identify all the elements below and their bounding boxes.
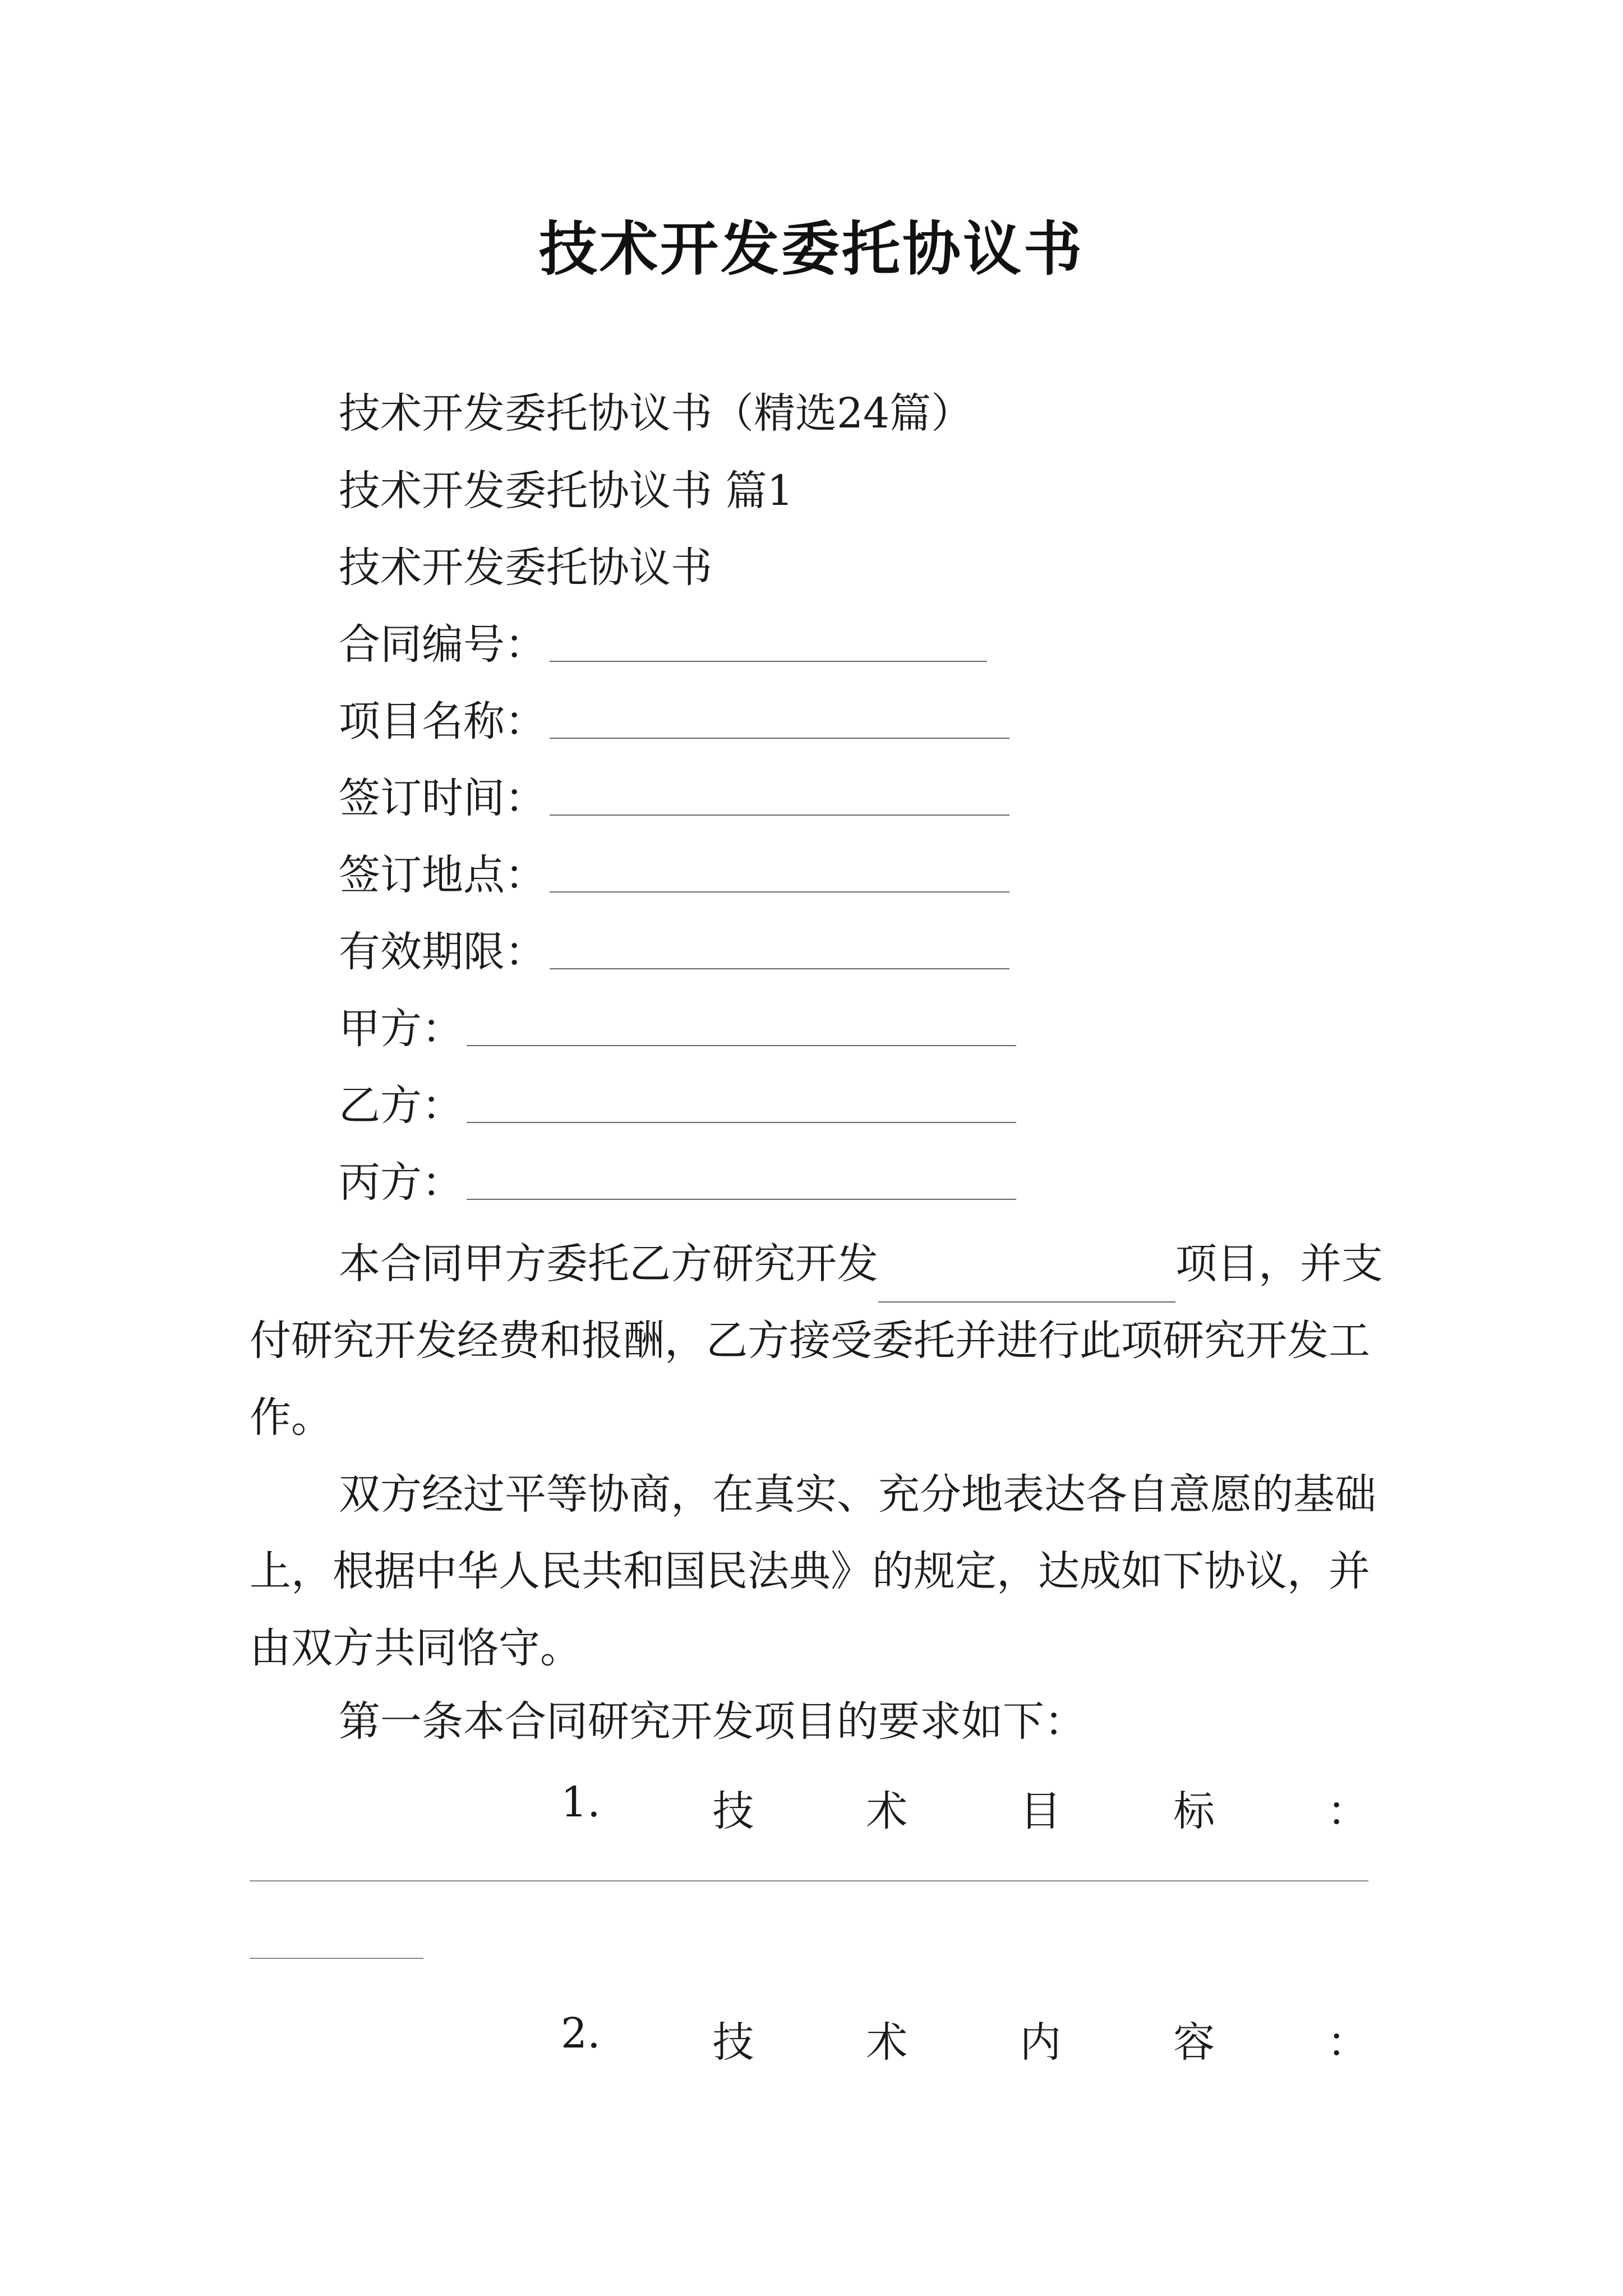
contract-heading: 技术开发委托协议书 xyxy=(339,544,712,592)
item-char: 术 xyxy=(866,1787,908,1835)
blank-line xyxy=(467,1198,1016,1200)
item-char: 技 xyxy=(712,1787,754,1835)
field-label: 签订地点： xyxy=(339,851,546,899)
blank-line xyxy=(550,890,1009,892)
item-colon: ： xyxy=(1326,1787,1368,1835)
item-char: 目 xyxy=(1020,1787,1062,1835)
item-char: 标 xyxy=(1173,1787,1215,1835)
item-char: 术 xyxy=(866,2018,908,2067)
field-valid-period xyxy=(339,928,1009,976)
field-contract-no xyxy=(339,620,987,669)
field-sign-time xyxy=(339,774,1009,822)
section-heading: 技术开发委托协议书 篇1 xyxy=(339,467,794,515)
blank-line xyxy=(467,1044,1016,1046)
blank-line xyxy=(550,660,987,662)
blank-line xyxy=(550,813,1009,816)
blank-line xyxy=(467,1121,1016,1123)
field-sign-place xyxy=(339,851,1009,899)
document-title: 技术开发委托协议书 xyxy=(538,215,1084,283)
field-party-a xyxy=(339,1005,1016,1053)
blank-line xyxy=(550,967,1009,969)
item-1-tech-goal xyxy=(561,1778,1368,1838)
subtitle: 技术开发委托协议书（精选24篇） xyxy=(339,389,973,438)
item-char: 内 xyxy=(1020,2018,1062,2067)
field-label: 乙方： xyxy=(339,1082,463,1130)
field-label: 合同编号： xyxy=(339,620,546,669)
paragraph-text: 项目，并支付研究开发经费和报酬，乙方接受委托并进行此项研究开发工作。 xyxy=(250,1240,1383,1442)
paragraph-entrust xyxy=(250,1226,1394,1456)
field-party-c xyxy=(339,1158,1016,1207)
item-char: 技 xyxy=(712,2018,754,2067)
blank-line xyxy=(250,1880,1368,1881)
field-project-name xyxy=(339,697,1009,746)
blank-line xyxy=(250,1958,423,1959)
paragraph-text: 本合同甲方委托乙方研究开发 xyxy=(339,1240,878,1288)
field-party-b xyxy=(339,1082,1016,1130)
field-label: 项目名称： xyxy=(339,697,546,746)
item-number: 2. xyxy=(561,2009,601,2058)
item-colon: ： xyxy=(1326,2018,1368,2067)
article-1: 第一条本合同研究开发项目的要求如下： xyxy=(339,1697,1086,1746)
blank-line xyxy=(878,1268,1175,1303)
paragraph-agreement: 双方经过平等协商，在真实、充分地表达各自意愿的基础上，根据中华人民共和国民法典》的规定，达成如下协议，并由双方共同恪守。 xyxy=(250,1470,1376,1672)
field-label: 甲方： xyxy=(339,1005,463,1053)
item-2-tech-content xyxy=(561,2009,1368,2069)
field-label: 有效期限： xyxy=(339,928,546,976)
item-char: 容 xyxy=(1173,2018,1215,2067)
field-label: 丙方： xyxy=(339,1158,463,1207)
item-number: 1. xyxy=(561,1778,601,1826)
field-label: 签订时间： xyxy=(339,774,546,822)
blank-line xyxy=(550,737,1009,739)
